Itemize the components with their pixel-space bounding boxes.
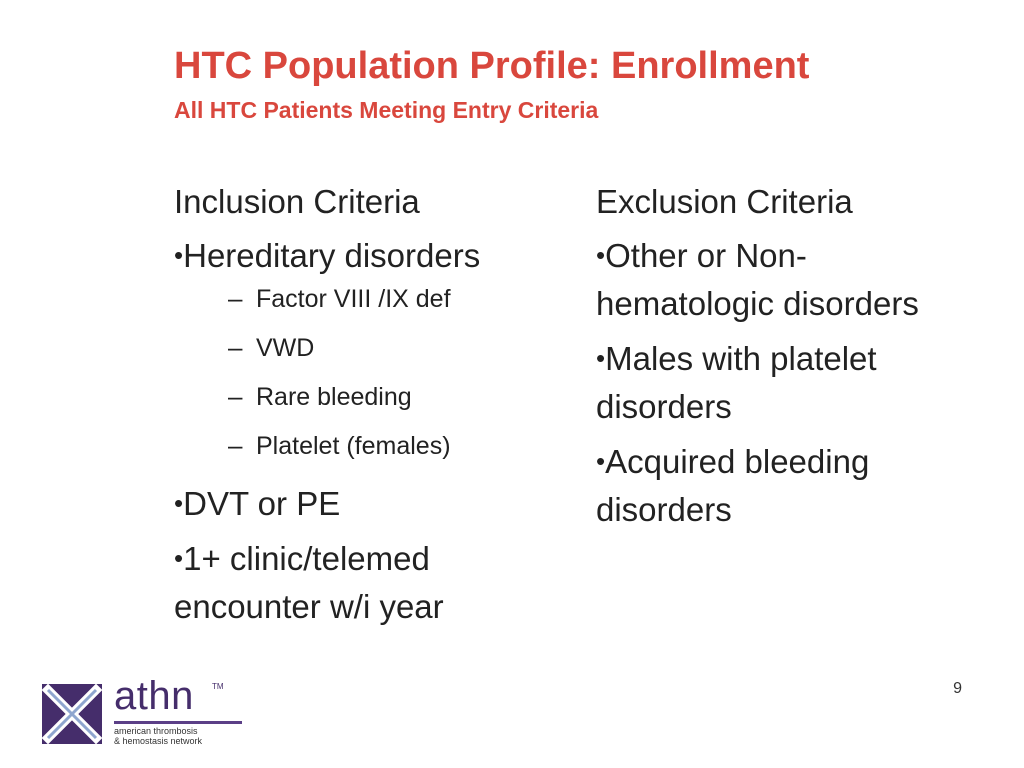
bullet-icon: • [174,542,184,573]
inclusion-heading: Inclusion Criteria [174,183,420,220]
page-number: 9 [953,680,962,697]
bullet-text: Other or Non-hematologic disorders [596,236,919,322]
bullet-text: Males with platelet disorders [596,339,877,426]
hereditary-sublist [174,283,574,462]
subitem-text: Platelet (females) [256,432,451,461]
inclusion-bullet-dvt [174,480,574,528]
dash-icon: – [228,430,243,461]
bullet-text: DVT or PE [183,484,341,522]
subitem-vwd [174,332,574,363]
bullet-icon: • [596,342,606,373]
bullet-text: 1+ clinic/telemed encounter w/i year [174,539,444,625]
athn-tagline-line1: american thrombosis [114,726,198,736]
bullet-icon: • [174,239,184,270]
bullet-icon: • [174,487,184,518]
subitem-text: Rare bleeding [256,383,412,412]
subitem-factor [174,283,574,314]
bullet-text: Hereditary disorders [183,236,481,274]
exclusion-heading: Exclusion Criteria [596,183,853,220]
exclusion-bullet-males [596,335,966,431]
exclusion-bullet-acquired [596,438,966,534]
dash-icon: – [228,331,243,362]
subitem-platelet [174,430,574,461]
bullet-icon: • [596,239,606,270]
athn-tagline-line2: & hemostasis network [114,736,203,747]
dash-icon: – [228,381,243,412]
inclusion-bullet-hereditary [174,232,574,280]
bullet-icon: • [596,446,606,477]
athn-logo [42,674,242,750]
athn-tagline [114,726,202,746]
athn-wordmark: athn [114,674,194,718]
inclusion-column [174,182,574,638]
exclusion-column [596,182,966,542]
bullet-text: Acquired bleeding disorders [596,443,870,529]
athn-rule [114,721,242,724]
athn-x-mark-icon [42,684,102,744]
subitem-rare-bleeding [174,381,574,412]
slide-title: HTC Population Profile: Enrollment [174,45,810,87]
athn-trademark: TM [212,682,224,691]
dash-icon: – [228,282,243,313]
exclusion-bullet-other [596,232,966,328]
subitem-text: VWD [256,333,315,362]
subitem-text: Factor VIII /IX def [256,284,451,313]
slide-subtitle: All HTC Patients Meeting Entry Criteria [174,97,599,123]
inclusion-bullet-encounter [174,535,574,631]
